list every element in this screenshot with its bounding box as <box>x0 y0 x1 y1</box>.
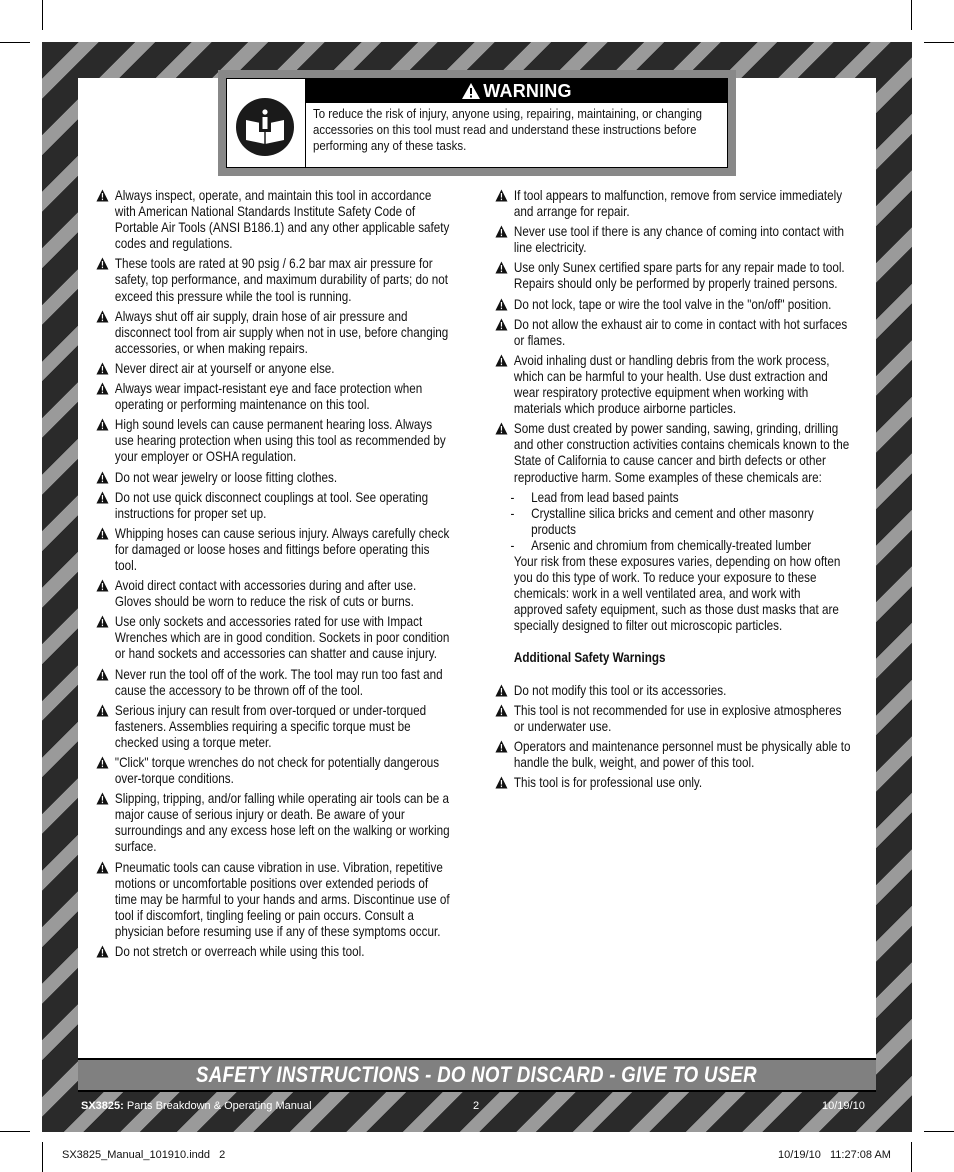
warning-icon-cell <box>227 79 306 167</box>
crop-mark <box>911 1142 912 1172</box>
list-dash: - <box>510 505 515 521</box>
warning-triangle-icon <box>96 704 109 721</box>
safety-item-text: "Click" torque wrenches do not check for potentially dangerous over-torque conditions. <box>114 755 440 787</box>
warning-triangle-icon <box>96 418 109 435</box>
warning-box-inner <box>226 78 728 168</box>
safety-item-text: This tool is for professional use only. <box>513 775 703 790</box>
warning-triangle-icon <box>96 756 109 773</box>
chemical-list-item <box>495 538 851 554</box>
risk-paragraph: Your risk from these exposures varies, depending on how often you do this type of work. To reduce your exposure to these chemicals: work in a well ventilated area, and work with approved safety equipment, such as those dust masks that are specially designed to filter out microscopic particles. <box>513 553 841 634</box>
chemical-list-item <box>495 506 851 538</box>
safety-item-text: Do not wear jewelry or loose fitting clothes. <box>114 469 338 485</box>
read-manual-icon <box>236 98 294 156</box>
crop-mark <box>42 1142 43 1172</box>
banner-text: SAFETY INSTRUCTIONS - DO NOT DISCARD - GIVE TO USER <box>196 1062 757 1087</box>
additional-safety-item <box>495 683 851 699</box>
safety-item-text: Avoid direct contact with accessories during and after use. Gloves should be worn to reduce the risk of cuts or burns. <box>114 578 417 610</box>
safety-item <box>495 317 851 349</box>
safety-item-text: Operators and maintenance personnel must be physically able to handle the bulk, weight, and power of this tool. <box>513 738 851 770</box>
safety-item <box>96 361 452 377</box>
safety-item-text: Whipping hoses can cause serious injury. Always carefully check for damaged or loose hoses and fittings before operating this tool. <box>114 525 450 573</box>
additional-warnings-heading: Additional Safety Warnings <box>513 650 666 666</box>
safety-item <box>495 421 851 485</box>
warning-triangle-icon <box>495 225 508 242</box>
warning-box <box>218 70 736 176</box>
additional-safety-item <box>495 703 851 735</box>
safety-item <box>96 860 452 940</box>
safety-item-text: Always wear impact-resistant eye and face protection when operating or performing maintenance on this tool. <box>114 381 423 413</box>
warning-triangle-icon <box>96 491 109 508</box>
warning-title: WARNING <box>483 80 572 101</box>
warning-text: To reduce the risk of injury, anyone using, repairing, maintaining, or changing accessories on this tool must read and understand these instructions before performing any of these tasks. <box>313 106 702 153</box>
safety-item-text: High sound levels can cause permanent hearing loss. Always use hearing protection when using this tool as recommended by your employer or OSHA regulation. <box>114 417 446 465</box>
safety-item-text: Do not allow the exhaust air to come in contact with hot surfaces or flames. <box>513 316 848 348</box>
additional-safety-item <box>495 739 851 771</box>
list-dash: - <box>510 537 515 553</box>
warning-triangle-icon <box>495 704 508 721</box>
safety-item-text: Pneumatic tools can cause vibration in use. Vibration, repetitive motions or uncomfortable positions over extended periods of time may be harmful to your hands and arms. Discontinue use of tool if discomfort, tingling feeling or pain occurs. Consult a physician before resuming use if any of these symptoms occur. <box>114 859 450 939</box>
safety-item <box>96 791 452 855</box>
footer-page-number: 2 <box>473 1100 480 1112</box>
safety-item <box>96 490 452 522</box>
safety-item <box>495 188 851 220</box>
chemical-list-item <box>495 490 851 506</box>
crop-mark <box>0 1131 30 1132</box>
safety-item-text: This tool is not recommended for use in explosive atmospheres or underwater use. <box>513 702 842 734</box>
safety-item-text: Do not use quick disconnect couplings at tool. See operating instructions for proper set up. <box>114 489 429 521</box>
safety-banner <box>78 1058 876 1092</box>
safety-item <box>96 578 452 610</box>
warning-triangle-icon <box>96 471 109 488</box>
safety-item <box>96 526 452 574</box>
warning-triangle-icon <box>96 579 109 596</box>
warning-triangle-icon <box>495 189 508 206</box>
safety-item <box>495 353 851 417</box>
slug-file: SX3825_Manual_101910.indd 2 <box>62 1149 226 1161</box>
warning-triangle-icon <box>96 189 109 206</box>
warning-triangle-icon <box>495 776 508 793</box>
safety-item-text: Never run the tool off of the work. The tool may run too fast and cause the accessory to be thrown off of the tool. <box>114 666 443 698</box>
warning-triangle-icon <box>96 668 109 685</box>
warning-triangle-icon <box>96 945 109 962</box>
crop-mark <box>924 1131 954 1132</box>
safety-item <box>96 470 452 486</box>
safety-item-text: Always inspect, operate, and maintain this tool in accordance with American National Standards Institute Safety Code of Portable Air Tools (ANSI B186.1) and any other applicable safety codes and regulations. <box>114 188 450 252</box>
safety-item <box>495 224 851 256</box>
safety-item-text: Avoid inhaling dust or handling debris from the work process, which can be harmful to your health. Use dust extraction and wear respiratory protective equipment when working with materials which produce airborne particles. <box>513 352 830 417</box>
safety-item-text: Some dust created by power sanding, sawing, grinding, drilling and other construction activities contains chemicals known to the State of California to cause cancer and birth defects or other reproductive harm. Some examples of these chemicals are: <box>513 421 850 485</box>
chemical-text: Crystalline silica bricks and cement and other masonry products <box>531 505 814 537</box>
safety-item <box>96 944 452 960</box>
warning-triangle-icon <box>495 298 508 315</box>
slug-timestamp: 10/19/10 11:27:08 AM <box>778 1149 891 1161</box>
safety-item <box>96 256 452 304</box>
safety-item-text: Do not lock, tape or wire the tool valve in the "on/off" position. <box>513 296 832 312</box>
safety-item <box>96 755 452 787</box>
warning-triangle-icon <box>495 354 508 371</box>
safety-item <box>495 260 851 292</box>
safety-item <box>96 381 452 413</box>
footer-date: 10/19/10 <box>822 1100 865 1112</box>
warning-triangle-icon <box>96 861 109 878</box>
warning-triangle-icon <box>495 684 508 701</box>
chemical-text: Lead from lead based paints <box>531 489 679 505</box>
warning-triangle-icon <box>495 261 508 278</box>
warning-triangle-icon <box>495 740 508 757</box>
crop-mark <box>0 42 30 43</box>
footer-left <box>81 1100 312 1112</box>
safety-item <box>495 297 851 313</box>
list-dash: - <box>510 489 515 505</box>
safety-item-text: Slipping, tripping, and/or falling while operating air tools can be a major cause of serious injury or death. Be aware of your surroundings and any excess hose left on the walking or working surface. <box>114 791 450 855</box>
warning-triangle-icon <box>495 422 508 439</box>
warning-triangle-icon <box>495 318 508 335</box>
safety-item <box>96 667 452 699</box>
warning-triangle-icon <box>96 257 109 274</box>
warning-triangle-icon <box>96 615 109 632</box>
chemical-text: Arsenic and chromium from chemically-treated lumber <box>531 537 812 553</box>
crop-mark <box>924 42 954 43</box>
safety-item-text: Never direct air at yourself or anyone else. <box>114 360 335 376</box>
safety-item <box>96 703 452 751</box>
safety-item-text: These tools are rated at 90 psig / 6.2 bar max air pressure for safety, top performance, and maximum durability of parts; do not exceed this pressure while the tool is running. <box>114 256 449 304</box>
safety-item-text: If tool appears to malfunction, remove from service immediately and arrange for repair. <box>513 188 843 220</box>
safety-item-text: Serious injury can result from over-torqued or under-torqued fasteners. Assemblies requiring a specific torque must be checked using a torque meter. <box>114 702 427 750</box>
right-column <box>495 188 851 795</box>
crop-mark <box>42 0 43 30</box>
left-column <box>96 188 452 964</box>
safety-item <box>96 309 452 357</box>
safety-item-text: Always shut off air supply, drain hose of air pressure and disconnect tool from air supply when not in use, before changing accessories, or when making repairs. <box>114 308 449 356</box>
footer-model: SX3825: <box>81 1100 124 1112</box>
safety-item-text: Do not stretch or overreach while using this tool. <box>114 944 365 960</box>
safety-item <box>96 417 452 465</box>
crop-mark <box>911 0 912 30</box>
warning-triangle-icon <box>96 527 109 544</box>
warning-triangle-icon <box>461 82 481 100</box>
safety-item-text: Use only sockets and accessories rated for use with Impact Wrenches which are in good condition. Sockets in poor condition or hand sockets and accessories can shatter and cause injury. <box>114 614 450 662</box>
warning-triangle-icon <box>96 310 109 327</box>
safety-item-text: Never use tool if there is any chance of coming into contact with line electricity. <box>513 224 845 256</box>
safety-item <box>96 188 452 252</box>
additional-safety-item <box>495 775 851 791</box>
footer-doc-title: Parts Breakdown & Operating Manual <box>126 1100 312 1112</box>
safety-item-text: Use only Sunex certified spare parts for any repair made to tool. Repairs should only be performed by properly trained persons. <box>513 260 845 292</box>
warning-triangle-icon <box>96 362 109 379</box>
safety-item <box>96 614 452 662</box>
safety-item-text: Do not modify this tool or its accessories. <box>513 682 727 698</box>
warning-header <box>306 79 727 103</box>
warning-triangle-icon <box>96 382 109 399</box>
warning-triangle-icon <box>96 792 109 809</box>
